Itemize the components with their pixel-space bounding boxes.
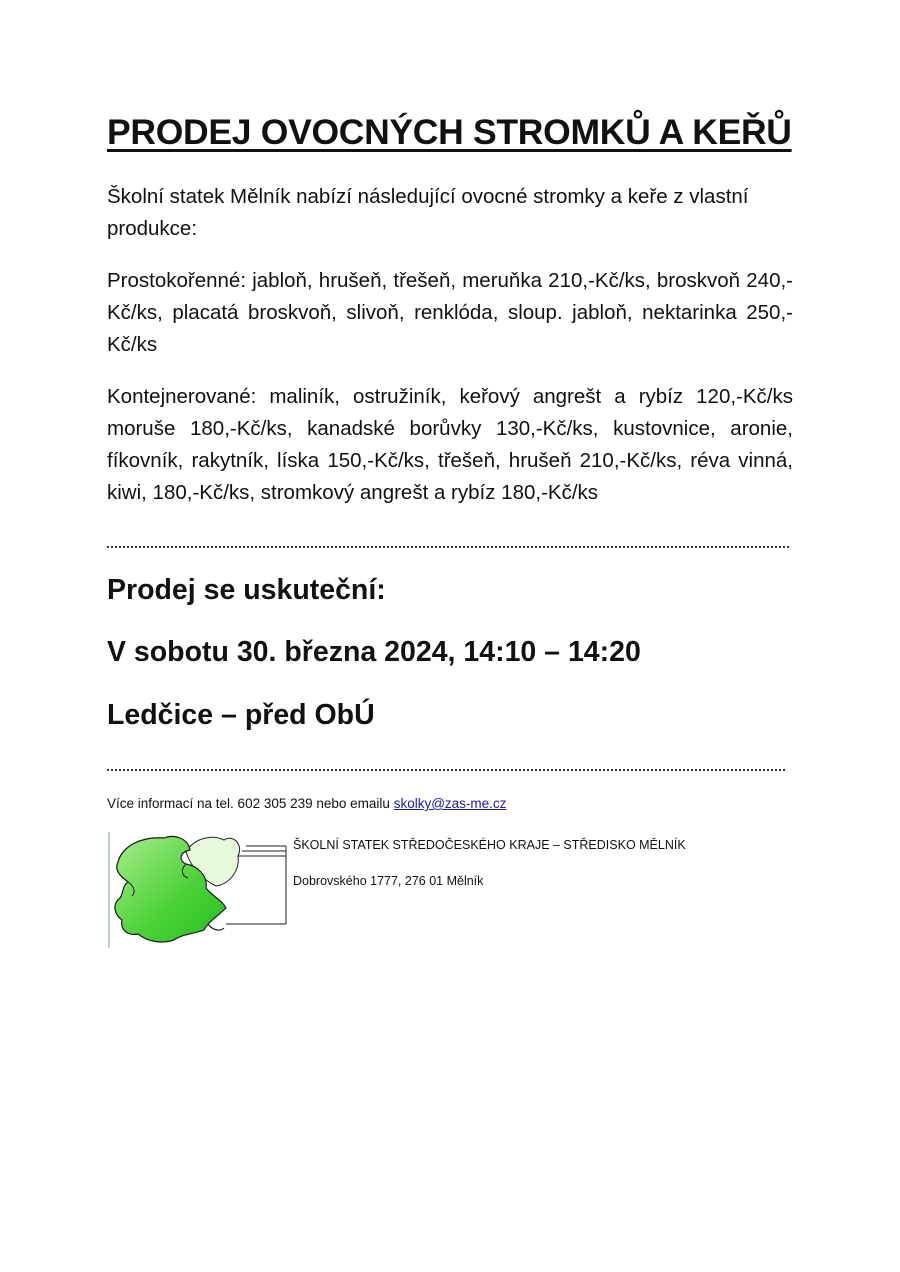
contact-line [107,796,506,811]
container-paragraph: Kontejnerované: maliník, ostružiník, keřový angrešt a rybíz 120,-Kč/ks moruše 180,-Kč/ks, kanadské borůvky 130,-Kč/ks, kustovnice, aronie, fíkovník, rakytník, líska 150,-Kč/ks, třešeň, hrušeň 210,-Kč/ks, réva vinná, kiwi, 180,-Kč/ks, stromkový angrešt a rybíz 180,-Kč/ks [107,385,793,504]
school-farm-logo [108,830,293,950]
intro-paragraph: Školní statek Mělník nabízí následující ovocné stromky a keře z vlastní produkce: [107,185,749,240]
organization-address: Dobrovského 1777, 276 01 Mělník [293,874,484,888]
dotted-divider [107,546,789,548]
contact-text: Více informací na tel. 602 305 239 nebo emailu [107,796,394,811]
sale-heading: Prodej se uskuteční: [107,574,386,606]
dotted-divider [107,769,785,771]
bare-root-paragraph: Prostokořenné: jabloň, hrušeň, třešeň, meruňka 210,-Kč/ks, broskvoň 240,-Kč/ks, placatá broskvoň, slivoň, renklóda, sloup. jabloň, nektarinka 250,-Kč/ks [107,269,793,356]
email-link[interactable]: skolky@zas-me.cz [393,796,507,811]
sale-place: Ledčice – před ObÚ [107,699,375,731]
leaf-logo-icon [108,830,293,950]
page-title: PRODEJ OVOCNÝCH STROMKŮ A KEŘŮ [107,112,792,152]
sale-date: V sobotu 30. března 2024, 14:10 – 14:20 [107,636,641,668]
organization-name: ŠKOLNÍ STATEK STŘEDOČESKÉHO KRAJE – STŘEDISKO MĚLNÍK [293,838,686,852]
